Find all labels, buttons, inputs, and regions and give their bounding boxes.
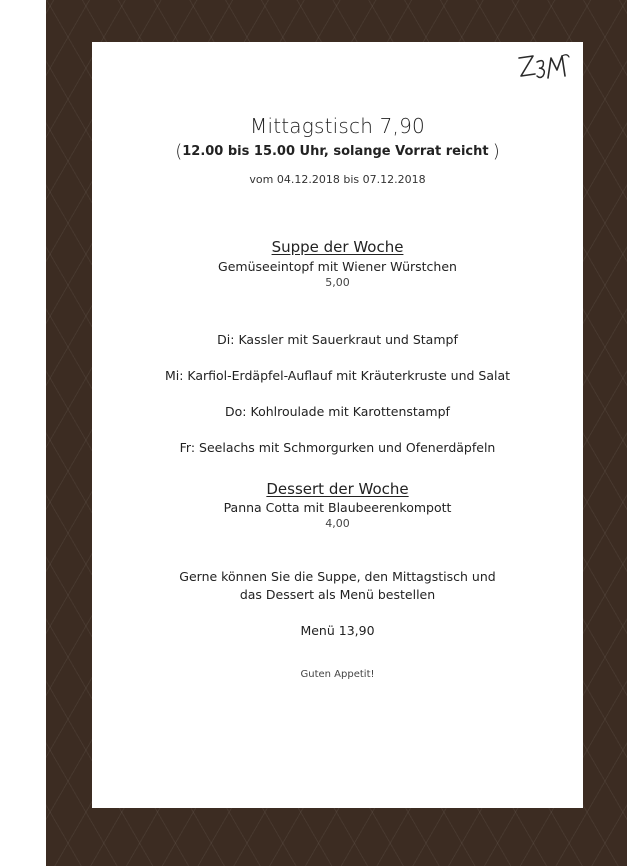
dish-tuesday: Di: Kassler mit Sauerkraut und Stampf <box>217 332 458 347</box>
hours-paren-open: ( <box>175 141 183 162</box>
closing-greeting: Guten Appetit! <box>300 669 375 680</box>
hours-paren-close: ) <box>492 141 500 162</box>
menu-note-line2: das Dessert als Menü bestellen <box>239 587 436 602</box>
restaurant-logo <box>515 50 571 84</box>
dish-friday: Fr: Seelachs mit Schmorgurken und Ofenerdäpfeln <box>179 440 496 455</box>
dish-thursday: Do: Kohlroulade mit Karottenstampf <box>225 404 450 419</box>
dish-wednesday: Mi: Karfiol-Erdäpfel-Auflauf mit Kräuterkruste und Salat <box>164 368 511 383</box>
soup-heading: Suppe der Woche <box>271 238 404 256</box>
soup-price: 5,00 <box>325 276 350 289</box>
soup-dish: Gemüseeintopf mit Wiener Würstchen <box>218 259 457 274</box>
date-range: vom 04.12.2018 bis 07.12.2018 <box>249 173 426 186</box>
menu-price: Menü 13,90 <box>300 623 375 638</box>
opening-hours <box>92 141 583 162</box>
page-title: Mittagstisch 7,90 <box>250 114 425 138</box>
menu-note-line1: Gerne können Sie die Suppe, den Mittagstisch und <box>179 569 496 584</box>
hours-text: 12.00 bis 15.00 Uhr, solange Vorrat reicht <box>182 144 489 159</box>
dessert-dish: Panna Cotta mit Blaubeerenkompott <box>223 500 452 515</box>
dessert-price: 4,00 <box>325 517 350 530</box>
menu-sheet <box>92 42 583 808</box>
dessert-heading: Dessert der Woche <box>266 480 409 498</box>
